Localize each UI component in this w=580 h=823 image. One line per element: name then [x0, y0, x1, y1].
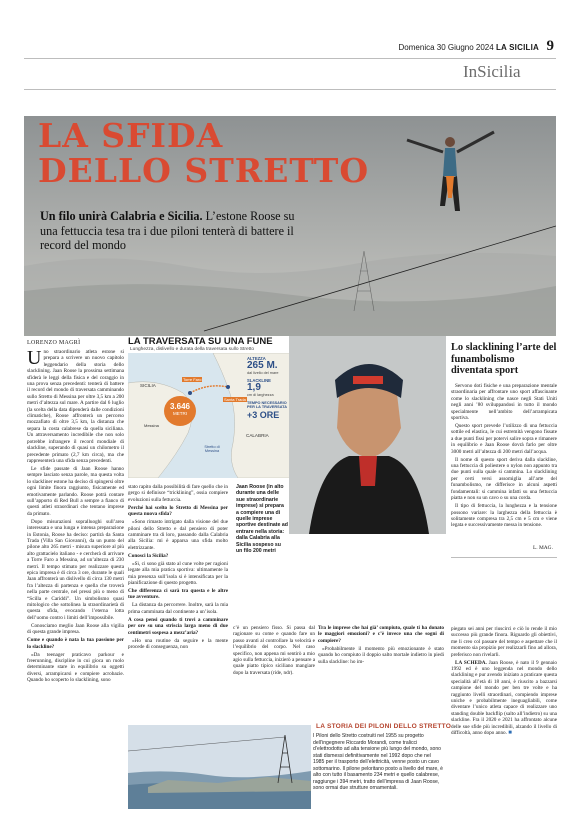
- section-name: InSicilia: [463, 62, 521, 81]
- map-label-messina: Messina: [144, 423, 159, 428]
- article-column-4: [318, 625, 444, 720]
- interview-question: Conosci la Sicilia?: [128, 552, 169, 559]
- sidebar-paragraph: Il nome di questo sport deriva dalla slackline, una fettuccia di poliestere o nylon non appunto tra due punti sulla quale si cammina. Lo slacklining per certi versi assomiglia all’arte del funambolismo, ne differisce in alcuni aspetti fondamentali: si cammina infatti su una fettuccia piatta e non su un cavo o su una corda.: [451, 456, 557, 502]
- infographic-title: LA TRAVERSATA SU UNA FUNE: [128, 336, 273, 347]
- interview-question: Che differenza ci sarà tra questa e le altre tue avventure.: [128, 588, 228, 601]
- slackline-note: cm di larghezza: [247, 393, 274, 397]
- map-label-calabria: CALABRIA: [246, 433, 269, 438]
- distance-value: 3.646: [169, 402, 191, 411]
- interview-answer: «Ho una routine da seguire e la mente procede di conseguenza, non: [128, 637, 228, 651]
- sidebar-paragraph: Il tipo di fettuccia, la lunghezza e la tensione possono variare: la larghezza della fettuccia è solitamente compresa tra 2,5 cm e 5 cm e viene legata e successivamente messa in tensione.: [451, 503, 557, 529]
- headline-line1: LA SFIDA: [38, 116, 224, 155]
- subheadline-rest: L’estone Roose su una fettuccia tesa tra i due piloni tenterà di battere il record del mondo: [40, 209, 295, 252]
- storia-text: I Piloni dello Stretto costruiti nel 1955 su progetto dell’ingegnere Riccardo Morandi, come tralicci d’elettrodotto ad alta tensione più lungo del mondo, sono stati dismessi definitivamente nel 1992 dopo che nel 1985 per il trasporto dell’elettricità, venne posto un cavo sottomarino. Il pilone peloritano posto a livello del mare, è alto con tutto il basamento 234 metri e quello calabrese, raggiunge i 394 metri, tratto dell’impresa di Jaan Roose, sono ormai due strutture ornamentali.: [313, 733, 443, 791]
- map-label-torre-faro: Torre Faro: [183, 377, 202, 382]
- photo-caption: Jaan Roose (in alto durante una delle sue straordinarie imprese) si prepara a compiere una di quelle imprese sportive destinate ad entrare nella storia: dalla Calabria alla Sicilia sospeso su un filo 200 metri: [236, 484, 288, 555]
- portrait-photo: [289, 336, 446, 534]
- byline: LORENZO MAGRÌ: [27, 340, 81, 346]
- infographic-stats: [247, 356, 293, 420]
- athlete-portrait-image: [289, 336, 446, 534]
- altezza-note: dal livello del mare: [247, 371, 279, 375]
- article-column-6: [451, 626, 557, 811]
- header-rule: [24, 58, 556, 59]
- interview-answer: «Da teenager praticavo parkour e freerunning, discipline in cui gioca un ruolo determinante stare in equilibrio su oggetti diversi, arrampicarsi e compiere acrobazie. Quando ho scoperto lo slacklining, sono: [27, 651, 124, 684]
- sidebar-paragraph: Questo sport prevede l’utilizzo di una fettuccia sottile ed elastica, le cui estremità vengono fissate a due punti fissi per potervi salire sopra e rimanere in equilibrio e Jaan Roose dovrà farlo per oltre 3000 metri all’altezza di 200 metri dall’acqua.: [451, 423, 557, 455]
- infographic-subtitle: Lunghezza, dislivello e durata della traversata sullo Stretto: [130, 347, 254, 352]
- page-number: 9: [546, 38, 554, 54]
- drop-cap: U: [27, 349, 42, 369]
- distance-unit: METRI: [173, 411, 187, 416]
- distance-badge: [164, 396, 196, 426]
- header-paper: LA SICILIA: [495, 43, 539, 52]
- page-header: [399, 43, 539, 52]
- tempo-value: +3 ORE: [247, 409, 280, 420]
- interview-question: Come e quando è nata la tua passione per lo slackline?: [27, 637, 124, 650]
- altezza-label: ALTEZZA: [247, 356, 266, 361]
- article-column-3: [233, 625, 315, 720]
- map-label-sicilia: SICILIA: [140, 383, 156, 388]
- interview-answer: stato rapito dalla possibilità di fare quello che in gergo si definisce “tricklining”, ossia compiere evoluzioni sulla fettuccia.: [128, 484, 228, 503]
- scheda-text: Jaan Roose, è nato il 9 gennaio 1992 ed è uno leggenda nel mondo dello slacklining e pur avendo iniziato a praticare questa specialità all’età di 18 anni, è riuscito a bazzarsi campione del mondo per ben tre volte e ha raggiunto livelli straordinari, compiendo imprese uniche e probabilmente ineguagliabili, come diventare l’unico atleta capace di realizzare uno standing double backflip (salto all’indietro) su una slackline. Fra il 2020 e 2021 ha affrontato alcune delle sue sfide più incredibili, alzando il livello di difficoltà, anno dopo anno.: [451, 659, 557, 737]
- article-paragraph: Le sfide passate di Jaan Roose hanno sempre lasciato senza parole, ma questa volta lo slackliner estone ha deciso di spingersi oltre ogni limite finora raggiunto, fisicamente ed emotivamente parlando. Roose potrà contare sull’apporto di Red Bull a sempre a fianco di questi atleti straordinari che tentano imprese da primato.: [27, 465, 124, 517]
- interview-answer: piegato sei anni per riuscirci e ciò lo rende il mio successo più grande finora. Riguardo gli obiettivi, me li creo col passare del tempo e aspettare che il momento sia propizio per realizzarli fino ad allora, preferisco non rivelarli.: [451, 626, 557, 658]
- subheadline: [40, 209, 315, 253]
- scheda-label: LA SCHEDA.: [455, 659, 487, 666]
- sidebar-body: [451, 383, 557, 541]
- interview-question: Perché hai scelto lo Stretto di Messina per questa nuova sfida?: [128, 504, 228, 518]
- interview-answer: «Sono rimasto intrigato dalla visione del due piloni dello Stretto e dal pensiero di poter camminare tra di loro, passando dalla Calabria alla Sicilia: mi è apparsa una sfida molto elettrizzante.: [128, 519, 228, 551]
- altezza-value: 265 M.: [247, 360, 278, 371]
- sidebar-signature: L. MAG.: [533, 545, 553, 551]
- header-date: Domenica 30 Giugno 2024: [398, 43, 494, 52]
- interview-answer: c’è un pensiero fisso. Si passa dal ragionare su come e quando fare un passo avanti al controllare la velocità e l’equilibrio del corpo. Nel caso specifico, non appena mi sentirò a mio agio sulla fettuccia, inizierò a pensare a quale piatto tipico siciliano mangiare dopo la traversata (ride, ndr).: [233, 625, 315, 676]
- strait-pylons-image: [128, 725, 311, 809]
- slackline-label: SLACKLINE: [247, 378, 271, 383]
- headline-line2: DELLO STRETTO: [38, 151, 370, 190]
- interview-question: A cosa pensi quando ti trovi a camminare per ore su una striscia larga meno di due centimetri sospesa a mezz’aria?: [128, 616, 228, 636]
- section-rule: [24, 89, 556, 90]
- interview-answer: La distanza da percorrere. Inoltre, sarà la mia prima camminata dal continente a un’isola.: [128, 602, 228, 615]
- strait-pylons-photo: [128, 725, 311, 809]
- map-label-santa-trada: Santa Trada: [224, 397, 246, 402]
- slackline-value: 1,9: [247, 382, 261, 393]
- interview-answer: «Sì, ci sono già stato al cune volte per ragioni legate alla mia pratica sportiva: ultimamente la mia presenza sull’isola si è intensificata per la pianificazione di questo progetto.: [128, 560, 228, 587]
- article-paragraph: no straordinario atleta estone si prepara a scrivere un nuovo capitolo leggendario della storia dello slacklining. Jaan Roose la prossima settimana sfiderà le leggi della fisica e del coraggio in una prova senza precedenti: tenterà di battere il record del mondo di traversata camminando sullo Stretto di Messina per oltre 3,5 km a 200 metri d’altezza sul mare. A partire dal 6 luglio (la scelta della data dipenderà dalle condizioni climatiche), Roose affronterà un percorso mozzafiato di oltre 3,5 km, la distanza che separa la costa calabrese da quella siciliana. Un attraversamento incredibile che non solo potrebbe infrangere il record mondiale di slackline, superando di quasi un chilometro il precedente primato (2,7 km circa), ma che rappresenterà una sfida senza precedenti.: [27, 349, 124, 464]
- sidebar-paragraph: Servono doti fisiche e una preparazione mentale straordinaria per affrontare uno sport affascinante come lo slacklining che nasce negli Stati Uniti negli anni ’80 sviluppandosi in tutto il mondo specialmente nell’ambito dell’arrampicata sportiva.: [451, 383, 557, 422]
- interview-answer: «Probabilmente il momento più emozionante è stato quando ho compiuto il doppio salto mortale indietro in piedi sulla slackline: ho im-: [318, 645, 444, 665]
- storia-title: LA STORIA DEI PILONI DELLO STRETTO: [316, 723, 452, 730]
- sidebar-title: Lo slacklining l’arte del funambolismo diventata sport: [451, 342, 557, 376]
- interview-question: Tra le imprese che hai già’ compiuto, quale ti ha donato le maggiori emozioni? e c’è invece una che sogni di compiere?: [318, 625, 444, 644]
- tempo-label: TEMPO NECESSARIO PER LA TRAVERSATA: [247, 401, 287, 410]
- article-paragraph: Conosciamo meglio Jaan Roose alla vigilia di questa grande impresa.: [27, 622, 124, 636]
- subheadline-bold: Un filo unirà Calabria e Sicilia.: [40, 209, 203, 223]
- article-column-1: [27, 349, 124, 811]
- map-label-stretto: Stretto di Messina: [204, 445, 220, 453]
- end-mark-icon: ■: [508, 730, 512, 737]
- article-paragraph: Dopo misurazioni sopralluoghi sull’area interessata e una lunga e intensa preparazione in Estonia, Roose ha deciso: partirà da Santa Trada (Villa San Giovanni), da un punto del pilone alto 265 metri - misura superiore al più alto grattacielo italiano - e cercherà di arrivare a Torre Faro a Messina, ad un’altezza di 230 metri. Il tempo stimato per realizzare questa epica impresa è di circa 3 ore, durante le quali Jaan affronterà un dislivello di circa 130 metri fra l’altezza di partenza e quella che troverà nella parte centrale, nel pressi più o meno di “Scilla e Cariddi”. Un simbolismo quasi mitologico che sottolinea la straordinarietà di questa sfida, evocando l’eterna lotta dell’uomo contro i limiti dell’impossibile.: [27, 518, 124, 621]
- headline: [38, 118, 369, 188]
- sidebar-rule: [451, 557, 557, 558]
- article-column-2: [128, 484, 228, 724]
